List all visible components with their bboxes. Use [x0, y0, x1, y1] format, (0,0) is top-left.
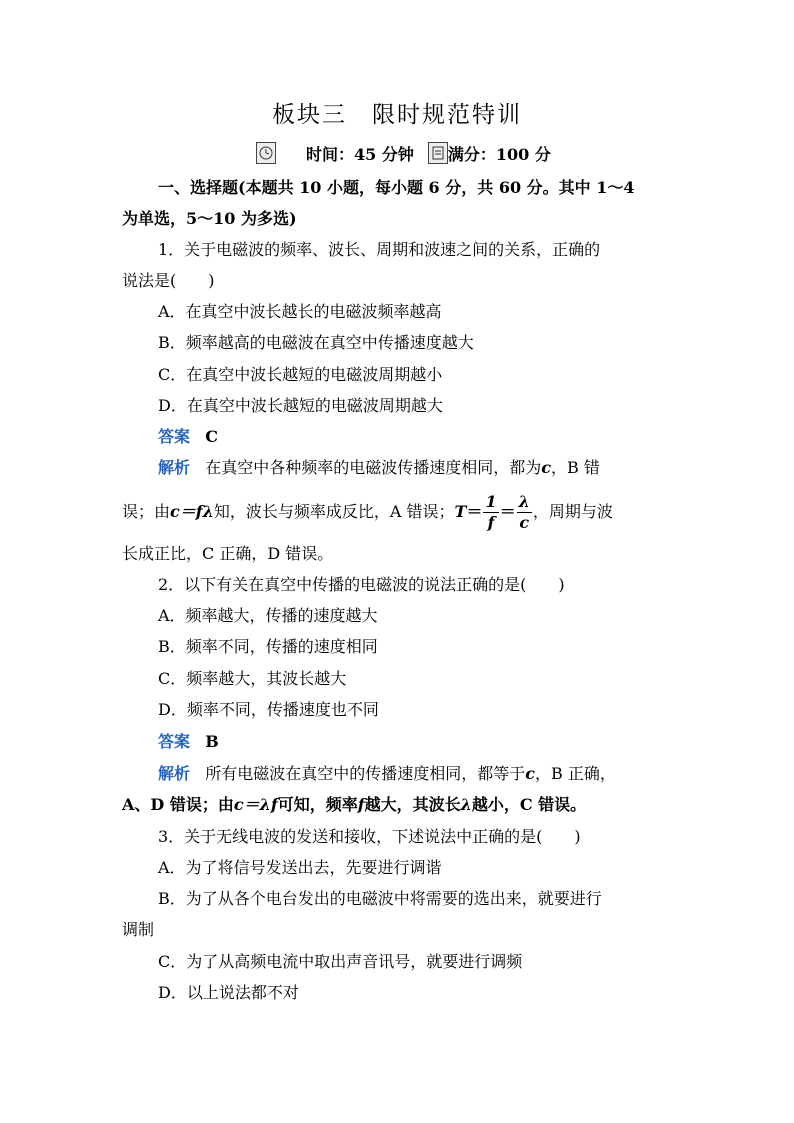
q1-answer	[158, 425, 682, 449]
q2-analysis-line2	[122, 793, 682, 817]
q2-option-c: C．频率越大，其波长越大	[158, 669, 347, 688]
q2-stem: 2．以下有关在真空中传播的电磁波的说法正确的是( )	[158, 575, 565, 594]
clock-icon	[256, 142, 276, 164]
q2-option-b: B．频率不同，传播的速度相同	[158, 637, 378, 656]
q2-answer-value: B	[205, 732, 219, 751]
q1-analysis-end2: ，周期与波	[532, 502, 613, 521]
analysis-label: 解析	[158, 458, 191, 477]
answer-label: 答案	[158, 427, 191, 446]
q2-formula: c＝λf	[233, 795, 278, 814]
section-heading-line1: 一、选择题(本题共 10 小题，每小题 6 分，共 60 分。其中 1～4	[158, 178, 635, 197]
q1-option-a: A．在真空中波长越长的电磁波频率越高	[158, 302, 442, 321]
q2-analysis-text2c: 越大，其波长	[364, 795, 461, 814]
q1-T-symbol: T	[454, 502, 467, 521]
full-score: 满分：100 分	[447, 144, 551, 164]
page-title: 板块三 限时规范特训	[272, 102, 522, 128]
q3-option-d: D．以上说法都不对	[158, 983, 299, 1002]
q1-analysis-line2: 误；由c＝fλ知，波长与频率成反比，A 错误；T＝ $\frac{1}{f}$ ＝ $\frac{\lambda}{c}$ ，周期与波	[122, 492, 613, 532]
q1-analysis-line3: 长成正比，C 正确，D 错误。	[122, 544, 334, 563]
q1-fraction-lambda-over-c: $\frac{\lambda}{c}$	[518, 492, 530, 532]
q1-formula: c＝fλ	[170, 502, 214, 521]
q1-option-c: C．在真空中波长越短的电磁波周期越小	[158, 365, 443, 384]
q1-answer-value: C	[205, 427, 219, 446]
q3-option-a: A．为了将信号发送出去，先要进行调谐	[158, 858, 442, 877]
time-limit: 时间：45 分钟	[306, 144, 414, 164]
exam-meta	[256, 140, 551, 166]
q2-analysis-line1	[158, 762, 682, 786]
q2-answer	[158, 730, 682, 754]
analysis-label: 解析	[158, 764, 191, 783]
q1-analysis-text1: 在真空中各种频率的电磁波传播速度相同，都为	[205, 458, 542, 477]
q2-c-symbol: c	[525, 764, 536, 783]
q2-lambda-symbol: λ	[460, 795, 472, 814]
q2-analysis-text2a: A、D 错误；由	[122, 795, 234, 814]
q3-option-c: C．为了从高频电流中取出声音讯号，就要进行调频	[158, 952, 523, 971]
q2-option-a: A．频率越大，传播的速度越大	[158, 606, 378, 625]
answer-label: 答案	[158, 732, 191, 751]
q3-stem: 3．关于无线电波的发送和接收，下述说法中正确的是( )	[158, 827, 581, 846]
q1-analysis-line1	[158, 456, 682, 480]
q1-option-b: B．频率越高的电磁波在真空中传播速度越大	[158, 333, 474, 352]
q2-analysis-end1: ，B 正确，	[535, 764, 616, 783]
q2-analysis-text2b: 可知，频率	[277, 795, 358, 814]
q1-fraction-1-over-f: $\frac{1}{f}$	[485, 492, 497, 532]
q1-stem-line2: 说法是( )	[122, 271, 215, 290]
q3-option-b-line1: B．为了从各个电台发出的电磁波中将需要的选出来，就要进行	[158, 889, 602, 908]
section-heading-line2: 为单选，5～10 为多选)	[122, 209, 297, 228]
q1-option-d: D．在真空中波长越短的电磁波周期越大	[158, 396, 443, 415]
q1-analysis-end1: ，B 错	[551, 458, 600, 477]
q2-option-d: D．频率不同，传播速度也不同	[158, 700, 379, 719]
q3-option-b-line2: 调制	[122, 920, 155, 939]
q2-f-symbol: f	[357, 795, 365, 814]
q1-analysis-text2b: 知，波长与频率成反比，A 错误；	[213, 502, 455, 521]
q2-analysis-end2: 越小，C 错误。	[471, 795, 587, 814]
q2-analysis-text1: 所有电磁波在真空中的传播速度相同，都等于	[205, 764, 526, 783]
q1-stem-line1: 1．关于电磁波的频率、波长、周期和波速之间的关系，正确的	[158, 240, 601, 259]
score-icon	[428, 142, 448, 164]
q1-c-symbol: c	[541, 458, 552, 477]
q1-analysis-text2a: 误；由	[122, 502, 171, 521]
